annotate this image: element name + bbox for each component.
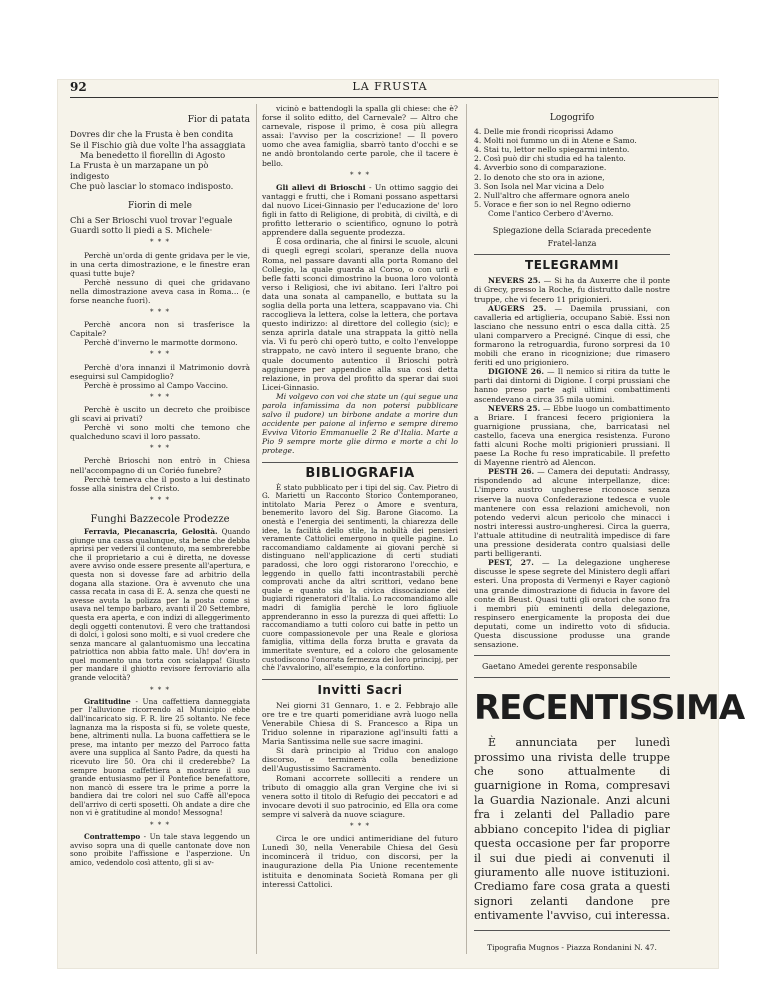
telegram-dateline: NEVERS 25. [488,403,541,413]
poem-line: Se il Fischio già due volte l'ha assaggiata [70,139,246,150]
logogrifo-line: 5. Vorace e fier son io nel Regno odierno [474,199,631,209]
header-rule [70,97,718,98]
telegram-text: — La delegazione ungherese discusse le spese segrete del Ministero degli affari esteri. Una proposta di Vermenyi e Rayer cagionò una grande dimostrazione di fiducia in favore del conte di Beust. Quasi tutti gli oratori che sono fra i membri più eminenti della delegazione, respinsero energicamente la proposta dei due deputati, come un indiretto voto di sfiducia. Questa discussione produsse una grande sensazione. [474,558,670,650]
separator-stars: * * * [150,350,170,359]
separator-stars: * * * [150,685,170,694]
printer-imprint: Tipografia Mugnos - Piazza Rondanini N. 47. [487,942,657,952]
article-text: Romani accorrete sollleciti a rendere un tributo di omaggio alla gran Vergine che ivi si venera sotto il titolo di Refugio dei peccatori e ad invocare devoti il suo patrocinio, ed Ella ora come sempre vi salverà da nuove sciagure. [262,773,458,819]
article-text: - Una caffettiera danneggiata per l'alluvione ricorrendo al Municipio ebbe dall'incaricato sig. F. R. lire 25 soltanto. Ne fece lagnanza ma la risposta si fù, se volete queste, bene, altrimenti nulla. La buona caffettiera se le prese, ma intanto per mezzo del Parroco fatta avere una supplica al Santo Padre, da questi ha ricevuto lire 50. Ora chi il crederebbe? La sempre buona caffettiera a mostrare il suo grande entusiasmo per il Pontefice benefattore, non mancò di essere tra le prime a porre la bandiera dai tre colori nel suo Caffè all'epoca dell'arrivo di certi sposetti. Oh andate a dire che non vi è gratitudine al mondo! Messogna! [70,696,250,818]
telegram-dateline: AUGERS 25. [488,303,547,313]
article-text: - Un ottimo saggio dei vantaggi e frutti, che i Romani possano aspettarsi dal nuovo Licei-Ginnasio per l'educazione de' loro figli in fatto di Religione, di probità, di civiltà, e di profitto letterario o scientifico, ognuno lo potrà apprendere dalla seguente prodezza. [262,182,458,238]
poem-title: Fiorin di mele [128,200,192,211]
article-text: Nei giorni 31 Gennaro, 1. e 2. Febbrajo alle ore tre e tre quarti pomeridiane avrà luogo nella Venerabile Chiesa di S. Francesco a Ripa un Triduo solenne in riparazione agl'insulti fatti a Maria Santissima nelle sue sacre imagini. [262,700,458,747]
answer: Perchè temeva che il posto a lui destinato fosse alla sinistra del Cristo. [70,474,250,493]
recentissima-text: È annunciata per lunedì prossimo una rivista delle truppe che sono attualmente di guarnigione in Roma, compresavi la Guardia Nazionale. Anzi alcuni fra i zelanti del Palladio pare abbiano concepito l'idea di pigliar questa occasione per far proporre il sui due piedi ai convenuti il giuramento alle nuove istituzioni. Crediamo fare cosa grata a questi signori zelanti dandone pre entivamente l'avviso, cui interessa. [474,736,670,923]
article-text: - Un tale stava leggendo un avviso sopra una di quelle cantonate dove non sono proibite l'affissione e l'asperzione. Un amico, vedendolo così attento, gli si av- [70,832,250,867]
article-lead: Gratitudine [84,696,131,706]
poem-line: Ma benedetto il fiorellin di Agosto [80,149,226,160]
logogrifo-line: Come l'antico Cerbero d'Averno. [488,208,614,218]
answer: Perchè d'inverno le marmotte dormono. [84,338,238,348]
column-right [474,104,745,952]
question: Perchè è uscito un decreto che proibisce gli scavi ai privati? [70,404,250,424]
article-text: È cosa ordinaria, che al finirsi le scuole, alcuni di quegli egregi scolari, speranze della nuova Roma, nel passare davanti alla porta Romano del Collegio, la quale guarda al Corso, o con urli e befle fatti sconci dimostrino la buona loro volontà verso i Religiosi, che ivi abitano. Ieri l'altro poi data una sonata al campanello, e buttata su la soglia della porta una lettera, scappavano via. Chi raccoglieva la lettera, colse la lettera, che portava questo indirizzo: al direttore del collegio (sic); e senza aprirla datale una strappata la gittò nella via. Vi fu però chi operò tutto, e colto l'enveloppe strappato, ne cavò intero il seguente brano, che quale documento autentico il Brioschi potrà aggiungere per appendice alla sua così detta relazione, in prova del profitto da sperar dai suoi Licei-Ginnasio. [262,237,458,392]
running-title: LA FRUSTA [352,80,428,93]
answer: Perchè nessuno di quei che gridavano nella dimostrazione aveva casa in Roma... (e forse neanche fuori). [70,277,250,305]
poem-title: Fior di patata [187,115,250,125]
quoted-letter: Mi volgevo con voi che state un (qui segue una parola infamissima da non potersi pubblicare salvo il pudore) un birbone andate a morire dun accidente per paione al inferno e sempre diremo Evviva Vitorio Emmanuelle 2 Re d'Italia. Marte a Pio 9 sempre morte glie dirmo e morte a chi lo protege. [262,391,458,456]
article-text: Circa le ore undici antimeridiane del futuro Lunedì 30, nella Venerabile Chiesa del Gesù incomincerà il triduo, con discorsi, per la inaugurazione della Pia Unione recentemente istituita e denominata Società Romana per gli interessi Cattolici. [262,834,458,889]
divider [474,254,670,255]
bibliografia-text: È stato pubblicato per i tipi del sig. Cav. Pietro di G. Marietti un Racconto Storico Contemporaneo, intitolato Maria Perez o Amore e sventura, benemerito lavoro del Sig. Barone Giacomo. La onestà e l'energia dei sentimenti, la chiarezza delle idee, la facilità dello stile, la nobiltà dei pensieri veramente Cattolici emergono in quelle pagine. Lo raccomandiamo caldamente ai giovani perchè si distinguano nell'applicazione di certi studiati paradossi, che loro oggi ristorarono l'orecchio, e leggendo in quello fatti incontrastabili perchè comprovati anche da altri scrittori, vedano bene quale e quanto sia la civica dissociazione dei bugiardi rigeneratori d'Italia. Lo raccomandiamo alle madri di famiglia perchè le loro figliuole apprenderanno in esso la purezza di quei affetti: Lo raccomandiamo a tutti coloro cui batte in petto un cuore compassionevole per una Reale e gloriosa famiglia, vittima della forza brutta e gravata da immeritate sventure, ed a coloro che gelosamente custodiscono l'onorata fermezza dei loro principj, per chè l'avvalorino, all'esempio, e la confortino. [262,482,458,673]
separator-stars: * * * [150,392,170,401]
article [70,528,250,683]
telegram [474,276,670,303]
article [70,833,250,867]
logogrifo-line: 2. Null'altro che affermare ognora anelo [474,190,630,200]
recentissima-title: RECENTISSIMA [474,688,745,729]
article [262,183,458,238]
separator-stars: * * * [150,495,170,504]
column-divider [466,104,467,954]
logogrifo-line: 4. Delle mie frondi ricoprissi Adamo [474,127,614,137]
logogrifo-line: 2. Io denoto che sto ora in azione, [474,172,605,182]
logogrifo-line: 3. Son Isola nel Mar vicina a Delo [474,181,604,191]
poem-line: Guardi sotto li piedi a S. Michele· [70,225,213,236]
divider [474,655,670,656]
article [70,698,250,818]
separator-stars: * * * [150,821,170,830]
article-text: Quando giunge una cassa qualunque, sta bene che debba aprirsi per vedersi il contenuto, ma sembrerebbe che il proprietario a cui è diretta, ne dovesse avere avviso onde essere presente all'apertura, e questa non si dovesse fare ad arbitrio della dogana alla stazione. Ora è avvenuto che una cassa recata in casa di E. A. senza che questi ne avesse avuta la polizza per la posta come si usava nel tempo barbaro, avanti il 20 Settembre, questa era aperta, e con indizi di alleggerimento degli oggetti contenutovi. È vero che trattandosi di dolci, i golosi sono molti, e si vuol credere che senza mancare al galantuomismo una leccatina patriottica non abbia fatto male. Uh! dov'era in quel momento una torta con scialappa! Giusto per mandare il ghiotto revisore ferroviario alla grande velocità? [70,526,250,683]
question: Perchè d'ora innanzi il Matrimonio dovrà eseguirsi sul Campidoglio? [70,362,250,381]
column-divider [256,104,257,954]
telegram-text: — Ebbe luogo un combattimento a Briare. I francesi fecero prigioniera la guarnigione prussiana, che, barricatasi nel castello, faceva una energica resistenza. Furono fatti alcuni Roche molti prigionieri prussiani. Il paese La Roche fu reso impraticabile. Il prefetto di Mayenne rientrò ad Alencon. [474,403,670,468]
telegram-text: — Daemila prussiani, con cavalleria ed artiglieria, occupano Sabiè. Essi non lasciano che nessuno entri o esca dalla città. 25 ulani comparvero a Precigné. Cinque di essi, che formarono la retroguardia, furono sorpresi da 10 mobili che erano in ricognizione; due rimasero feriti ed uno prigioniero. [474,303,670,368]
gerente-line: Gaetano Amedei gerente responsabile [482,662,638,672]
answer: Perchè vi sono molti che temono che qualcheduno scavi il loro passato. [70,423,250,442]
separator-stars: * * * [150,238,170,247]
section-title-telegrammi: TELEGRAMMI [525,258,619,273]
separator-stars: * * * [150,308,170,317]
answer: Perchè è prossimo al Campo Vaccino. [84,380,229,390]
sciarada-answer: Fratel-lanza [547,239,597,249]
telegram-text: — Si ha da Auxerre che il ponte di Grecy, presso la Roche, fu distrutto dalle nostre truppe, che vi fecero 11 prigionieri. [474,276,671,304]
logogrifo-line: 4. Avverbio sono di comparazione. [474,163,607,173]
separator-stars: * * * [350,822,370,831]
telegram-dateline: PEST, 27. [488,558,534,568]
article-lead: Ferravia, Piecanascria, Gelosità. [84,526,218,536]
logogrifo-line: 4. Stai tu, lettor nello spiegarmi intento. [474,145,630,155]
telegram [474,367,670,403]
column-left [70,104,250,868]
page-number: 92 [70,80,87,94]
divider [474,677,670,678]
column-middle [262,104,458,889]
section-title-invitti: Invitti Sacri [317,682,403,697]
logogrifo-line: 2. Così può dir chi studia ed ha talento. [474,154,626,164]
poem-line: La Frusta è un marzapane un pò indigesto [70,160,209,181]
poem-line: Dovres dir che la Frusta è ben condita [70,129,234,140]
telegram [474,558,670,649]
telegram-text: — Camera dei deputati: Andrassy, rispondendo ad alcune interpellanze, dice: L'impero austro ungherese riconosce senza riserve la nuova Confederazione tedesca e vuole mantenere con essa relazioni amichevoli, non potendo vedervi alcun pericolo che minacci i nostri interessi austro-ungheresi. Circa la guerra, l'attuale attitudine di neutralità impedisce di fare una pressione desiderata contro qualsiasi delle parti belligeranti. [474,467,670,559]
divider [262,462,458,463]
telegram-dateline: DIGIONE 26. [488,367,544,377]
section-title-bibliografia: BIBLIOGRAFIA [305,465,415,481]
poem-line: Chi a Ser Brioschi vuol trovar l'eguale [70,214,233,225]
logogrifo-line: 4. Molti noi fummo un di in Atene e Samo. [474,136,637,146]
divider [474,930,670,931]
article-text: vicinò e battendogli la spalla gli chiese: che è? forse il solito editto, del Carnevale? — Altro che carnevale, rispose il primo, è cosa più allegra assai: l'avviso per la coscrizione! — Il povero uomo che avea famiglia, sbarrò tanto d'occhi e se ne andò brontolando certe parole, che il tacere è bello. [262,104,458,168]
section-title-fungi: Funghi Bazzecole Prodezze [90,513,230,525]
telegram [474,404,670,468]
divider [262,679,458,680]
section-title-logogrifo: Logogrifo [549,113,595,123]
telegram-dateline: NEVERS 25. [488,276,541,286]
article-text: Si darà principio al Triduo con analogo discorso, e terminerà colla benedizione dell'Augustissimo Sacramento. [262,746,458,774]
telegram-dateline: PESTH 26. [488,467,535,477]
separator-stars: * * * [150,444,170,453]
article-lead: Gli allevi di Brioschi [276,182,366,192]
sciarada-title: Spiegazione della Sciarada precedente [492,226,652,236]
question: Perchè Brioschi non entrò in Chiesa nell'accompagno di un Coriéo funebre? [70,456,250,475]
poem-line: Che può lasciar lo stomaco indisposto. [70,181,234,192]
separator-stars: * * * [350,170,370,179]
question: Perchè ancora non si trasferisce la Capitale? [70,320,250,339]
telegram-text: — Il nemico si ritira da tutte le parti dai dintorni di Digione. I corpi prussiani che hanno preso parte agli ultimi combattimenti ascendevano a circa 35 mila uomini. [474,367,671,404]
article-lead: Contrattempo [84,832,141,842]
telegram [474,467,670,558]
telegram [474,304,670,368]
question: Perchè un'orda di gente gridava per le vie, in una certa dimostrazione, e le finestre eran quasi tutte buje? [70,250,250,278]
